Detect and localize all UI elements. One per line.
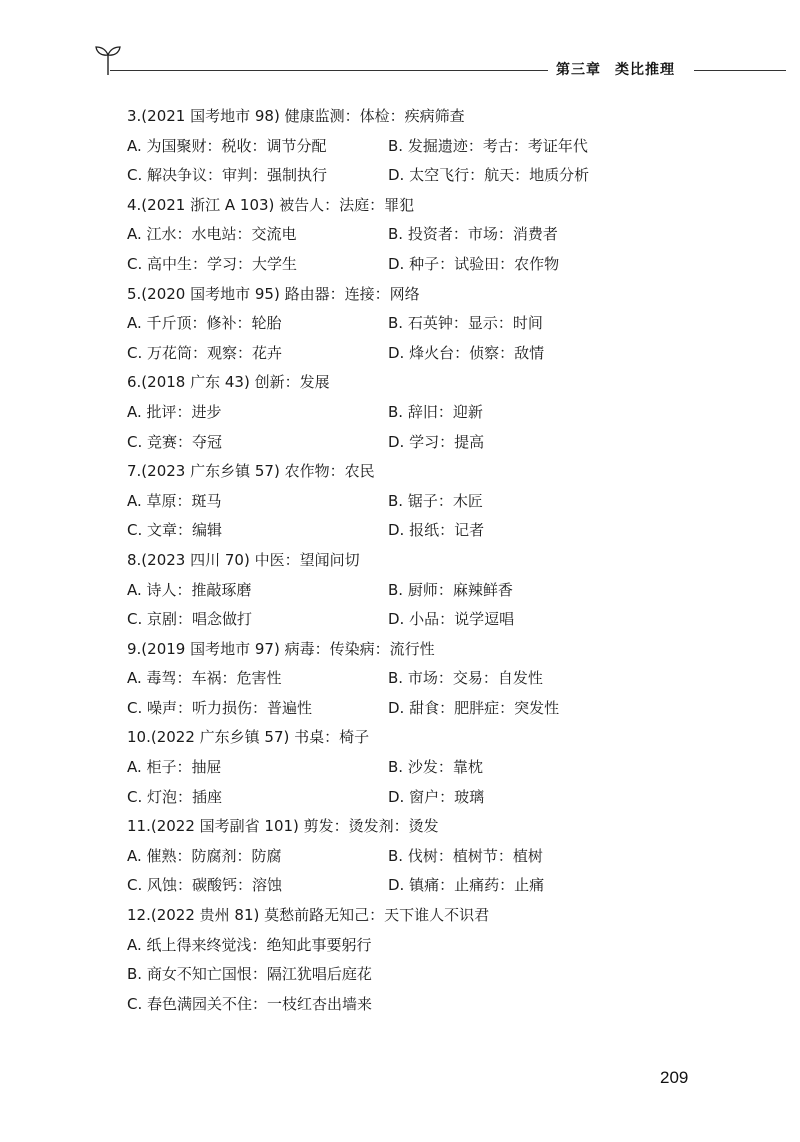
option-row bbox=[127, 161, 687, 191]
question-line bbox=[127, 635, 687, 665]
option-right: B. 市场：交易：自发性 bbox=[388, 669, 543, 688]
question-line bbox=[127, 990, 687, 1020]
option-left: C. 风蚀：碳酸钙：溶蚀 bbox=[127, 876, 283, 895]
option-left: A. 毒驾：车祸：危害性 bbox=[127, 669, 282, 688]
option-row bbox=[127, 398, 687, 428]
chapter-title: 类比推理 bbox=[615, 62, 675, 78]
question-line bbox=[127, 812, 687, 842]
question-text: 11.(2022 国考副省 101) 剪发：烫发剂：烫发 bbox=[127, 817, 439, 836]
option-right: D. 学习：提高 bbox=[388, 432, 485, 451]
option-left: C. 解决争议：审判：强制执行 bbox=[127, 166, 328, 185]
option-row bbox=[127, 250, 687, 280]
option-row bbox=[127, 339, 687, 369]
option-left: C. 高中生：学习：大学生 bbox=[127, 254, 298, 273]
question-text: C. 春色满园关不住：一枝红杏出墙来 bbox=[127, 994, 373, 1013]
option-right: B. 发掘遗迹：考古：考证年代 bbox=[388, 136, 588, 155]
question-text: B. 商女不知亡国恨：隔江犹唱后庭花 bbox=[127, 965, 372, 984]
option-row bbox=[127, 309, 687, 339]
option-row bbox=[127, 783, 687, 813]
question-line bbox=[127, 191, 687, 221]
question-list bbox=[127, 102, 687, 1019]
question-text: A. 纸上得来终觉浅：绝知此事要躬行 bbox=[127, 935, 372, 954]
option-left: C. 灯泡：插座 bbox=[127, 787, 223, 806]
header-rule-right bbox=[694, 70, 786, 71]
option-left: A. 诗人：推敲琢磨 bbox=[127, 580, 252, 599]
option-row bbox=[127, 220, 687, 250]
question-text: 5.(2020 国考地市 95) 路由器：连接：网络 bbox=[127, 284, 420, 303]
question-text: 6.(2018 广东 43) 创新：发展 bbox=[127, 373, 330, 392]
option-row bbox=[127, 871, 687, 901]
option-left: C. 京剧：唱念做打 bbox=[127, 610, 253, 629]
option-right: D. 窗户：玻璃 bbox=[388, 787, 485, 806]
option-left: A. 批评：进步 bbox=[127, 402, 222, 421]
option-left: A. 柜子：抽屉 bbox=[127, 758, 222, 777]
option-right: D. 报纸：记者 bbox=[388, 521, 485, 540]
option-right: D. 种子：试验田：农作物 bbox=[388, 254, 560, 273]
question-line bbox=[127, 931, 687, 961]
option-left: C. 噪声：听力损伤：普遍性 bbox=[127, 698, 313, 717]
option-row bbox=[127, 694, 687, 724]
option-right: B. 石英钟：显示：时间 bbox=[388, 314, 543, 333]
question-line bbox=[127, 368, 687, 398]
question-text: 9.(2019 国考地市 97) 病毒：传染病：流行性 bbox=[127, 639, 435, 658]
question-text: 8.(2023 四川 70) 中医：望闻问切 bbox=[127, 550, 360, 569]
question-text: 10.(2022 广东乡镇 57) 书桌：椅子 bbox=[127, 728, 370, 747]
running-header bbox=[556, 59, 675, 79]
question-text: 3.(2021 国考地市 98) 健康监测：体检：疾病筛查 bbox=[127, 107, 465, 125]
option-row bbox=[127, 753, 687, 783]
option-row bbox=[127, 487, 687, 517]
option-right: D. 镇痛：止痛药：止痛 bbox=[388, 876, 545, 895]
option-right: B. 沙发：靠枕 bbox=[388, 758, 483, 777]
question-line bbox=[127, 960, 687, 990]
question-text: 12.(2022 贵州 81) 莫愁前路无知己：天下谁人不识君 bbox=[127, 906, 490, 925]
option-right: B. 辞旧：迎新 bbox=[388, 402, 483, 421]
option-left: C. 竞赛：夺冠 bbox=[127, 432, 223, 451]
question-line bbox=[127, 102, 687, 132]
option-right: D. 太空飞行：航天：地质分析 bbox=[388, 166, 590, 185]
option-row bbox=[127, 605, 687, 635]
option-row bbox=[127, 516, 687, 546]
option-left: A. 催熟：防腐剂：防腐 bbox=[127, 846, 282, 865]
option-left: C. 万花筒：观察：花卉 bbox=[127, 343, 283, 362]
chapter-label: 第三章 bbox=[556, 62, 601, 78]
question-line bbox=[127, 457, 687, 487]
option-right: B. 厨师：麻辣鲜香 bbox=[388, 580, 513, 599]
option-row bbox=[127, 132, 687, 162]
question-line bbox=[127, 546, 687, 576]
question-text: 4.(2021 浙江 A 103) 被告人：法庭：罪犯 bbox=[127, 195, 415, 214]
option-row bbox=[127, 428, 687, 458]
option-left: A. 千斤顶：修补：轮胎 bbox=[127, 314, 282, 333]
option-right: D. 烽火台：侦察：敌情 bbox=[388, 343, 545, 362]
option-right: B. 锯子：木匠 bbox=[388, 491, 483, 510]
question-text: 7.(2023 广东乡镇 57) 农作物：农民 bbox=[127, 462, 375, 481]
option-left: A. 草原：斑马 bbox=[127, 491, 222, 510]
header-rule-left bbox=[110, 70, 548, 71]
option-left: A. 江水：水电站：交流电 bbox=[127, 225, 297, 244]
option-row bbox=[127, 664, 687, 694]
option-right: D. 甜食：肥胖症：突发性 bbox=[388, 698, 560, 717]
option-right: D. 小品：说学逗唱 bbox=[388, 610, 515, 629]
question-line bbox=[127, 280, 687, 310]
page-number: 209 bbox=[660, 1068, 689, 1087]
option-row bbox=[127, 842, 687, 872]
question-line bbox=[127, 901, 687, 931]
option-row bbox=[127, 576, 687, 606]
option-left: A. 为国聚财：税收：调节分配 bbox=[127, 136, 327, 155]
option-right: B. 投资者：市场：消费者 bbox=[388, 225, 558, 244]
option-right: B. 伐树：植树节：植树 bbox=[388, 846, 543, 865]
question-line bbox=[127, 723, 687, 753]
option-left: C. 文章：编辑 bbox=[127, 521, 223, 540]
